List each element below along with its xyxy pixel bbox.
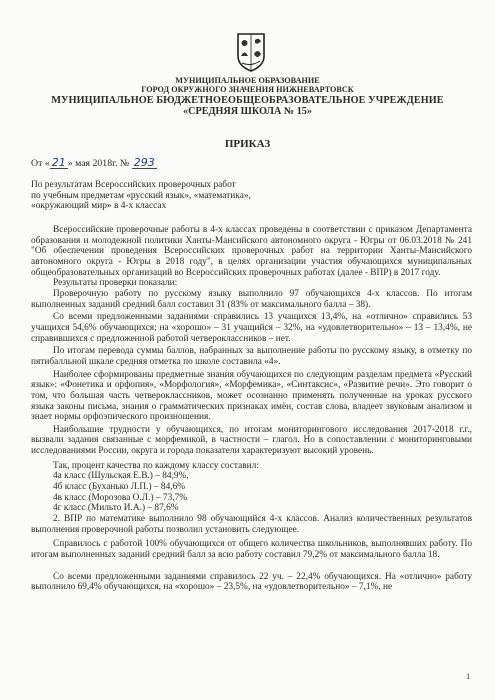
order-date-number: [31, 157, 157, 169]
order-subject: [31, 180, 251, 212]
class-result-item: 4б класс (Буханько Л.П.) – 84,6%: [53, 482, 186, 493]
body-paragraph: Наиболее сформированы предметные знания обучающихся по следующим разделам предмета «Русский язык»: «Фонетика и орфопия», «Морфология», «Морфемика», «Синтаксис», «Развитие речи». Это говорит о том, что большая часть четвероклассников, может осознанно применять полученные на уроках русского языка законы письма, знания о грамматических признаках имён, состав слова, владеет звуковым анализом и знает нормы орфоэпического произношения.: [31, 369, 472, 423]
order-prefix: От «: [31, 158, 50, 169]
body-paragraph: Результаты проверки показали:: [53, 278, 178, 289]
body-paragraph: Так, процент качества по каждому классу составил:: [53, 460, 259, 471]
body-paragraph: Со всеми предложенными заданиями справилось 22 уч. – 22,4% обучающихся. На «отлично» работу выполнило 69,4% обучающихся, на «хорошо» – 23,5%, на «удовлетворительно» – 7,1%, не: [31, 571, 472, 593]
municipality-line: МУНИЦИПАЛЬНОЕ ОБРАЗОВАНИЕ: [175, 76, 320, 85]
body-paragraph: Со всеми предложенными заданиями справились 13 учащихся 13,4%, на «отлично» справились 53 учащихся 54,6% обучающихся; на «хорошо» – 31 учащийся – 32%, на «удовлетворительно» – 13 – 13,4%, не справившихся с предложенной работой четвероклассников – нет.: [31, 312, 472, 344]
body-paragraph: Всероссийские проверочные работы в 4-х классах проведены в соответствии с приказом Департамента образования и молодежной политики Ханты-Мансийского автономного округа - Югры от 06.03.2018 № 241 "Об обеспечении проведения Всероссийских проверочных работ на территории Ханты-Мансийского автономного округа - Югры в 2018 году", в целях организации участия обучающихся муниципальных общеобразовательных организаций во Всероссийских проверочных работах (далее - ВПР) в 2017 году.: [31, 225, 472, 278]
order-number-handwritten: 293: [133, 156, 155, 169]
subject-line: По результатам Всероссийских проверочных работ: [31, 180, 236, 190]
document-title: ПРИКАЗ: [224, 138, 271, 150]
body-paragraph: Справилось с работой 100% обучающихся от общего количества школьников, выполнявших работу. По итогам выполненных заданий средний балл за всю работу составил 79,2% от максимального балла 18.: [31, 539, 472, 561]
coat-of-arms-icon: [236, 32, 266, 72]
school-name: «СРЕДНЯЯ ШКОЛА № 15»: [183, 106, 312, 117]
order-middle: » мая 2018г. №: [67, 158, 130, 169]
body-paragraph: Проверочную работу по русскому языку выполнило 97 обучающихся 4-х классов. По итогам выполненных заданий средний балл составил 31 (83% от максимального балла – 38).: [31, 288, 472, 310]
body-paragraph: По итогам перевода суммы баллов, набранных за выполнение работы по русскому языку, в отметку по пятибалльной шкале средняя отметка по школе составила «4».: [31, 346, 472, 367]
class-result-item: 4в класс (Морозова О.Л.) – 73,7%: [53, 492, 188, 503]
document-body: [31, 225, 472, 593]
class-result-item: 4а класс (Шульская Е.В.) – 84,9%,: [53, 471, 189, 482]
subject-line: по учебным предметам «русский язык», «математика»,: [31, 190, 251, 201]
city-line: ГОРОД ОКРУЖНОГО ЗНАЧЕНИЯ НИЖНЕВАРТОВСК: [141, 85, 354, 94]
body-paragraph: 2. ВПР по математике выполнило 98 обучающийся 4-х классов. Анализ количественных результатов выполнения проверочной работы позволил установить следующее.: [31, 514, 472, 535]
subject-line: «окружающий мир» в 4-х классах: [31, 201, 167, 212]
order-day-handwritten: 21: [51, 156, 66, 169]
class-result-item: 4г класс (Мильто И.А.) – 87,6%: [53, 503, 179, 514]
body-paragraph: Наибольшие трудности у обучающихся, по итогам мониторингового исследования 2017-2018 г.г., вызвали задания связанные с морфемикой, в частности – глагол. Но в сопоставлении с мониторинговыми исследованиями России, округа и города показатели характеризуют высокий уровень.: [31, 424, 472, 457]
institution-line: МУНИЦИПАЛЬНОЕ БЮДЖЕТНОЕОБЩЕОБРАЗОВАТЕЛЬНОЕ УЧРЕЖДЕНИЕ: [51, 95, 444, 106]
page-number: 1: [466, 671, 471, 681]
